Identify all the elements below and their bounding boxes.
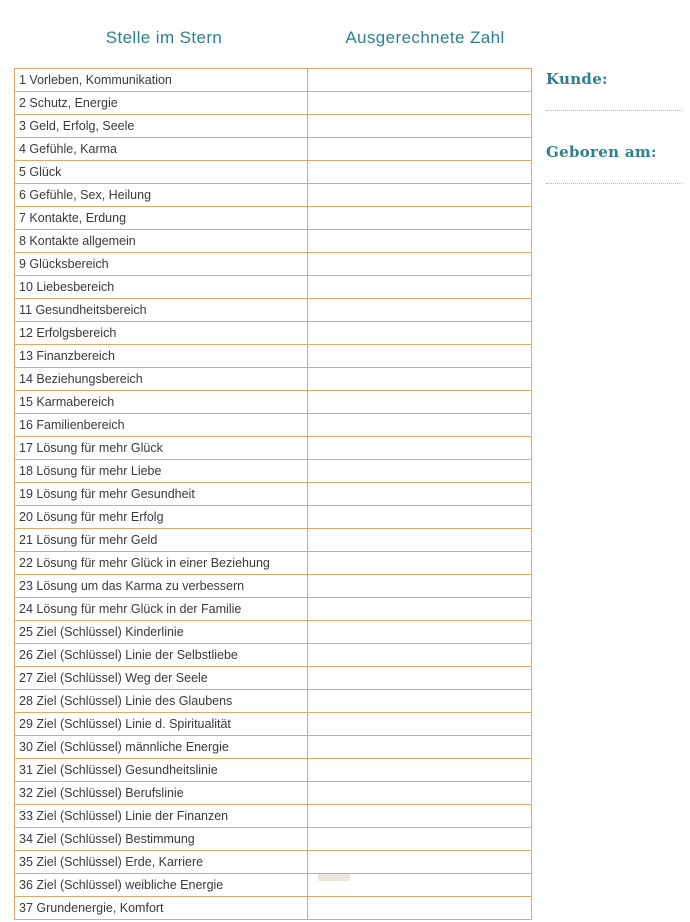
row-value-cell[interactable] <box>308 483 532 506</box>
row-label: 18 Lösung für mehr Liebe <box>15 460 308 483</box>
row-label: 31 Ziel (Schlüssel) Gesundheitslinie <box>15 759 308 782</box>
row-value-cell[interactable] <box>308 391 532 414</box>
row-label: 29 Ziel (Schlüssel) Linie d. Spiritualität <box>15 713 308 736</box>
row-label: 16 Familienbereich <box>15 414 308 437</box>
row-label: 11 Gesundheitsbereich <box>15 299 308 322</box>
table-row <box>15 851 532 874</box>
row-label: 6 Gefühle, Sex, Heilung <box>15 184 308 207</box>
table-row <box>15 92 532 115</box>
row-value-cell[interactable] <box>308 621 532 644</box>
row-value-cell[interactable] <box>308 667 532 690</box>
row-label: 14 Beziehungsbereich <box>15 368 308 391</box>
heading-stelle-im-stern: Stelle im Stern <box>105 28 223 47</box>
row-label: 32 Ziel (Schlüssel) Berufslinie <box>15 782 308 805</box>
table-row <box>15 230 532 253</box>
row-label: 13 Finanzbereich <box>15 345 308 368</box>
star-positions-table <box>14 68 532 920</box>
table-row <box>15 299 532 322</box>
row-value-cell[interactable] <box>308 161 532 184</box>
table-row <box>15 690 532 713</box>
table-row <box>15 414 532 437</box>
row-value-cell[interactable] <box>308 851 532 874</box>
table-row <box>15 276 532 299</box>
table-body <box>15 69 532 920</box>
row-label: 26 Ziel (Schlüssel) Linie der Selbstliebe <box>15 644 308 667</box>
row-value-cell[interactable] <box>308 713 532 736</box>
table-row <box>15 460 532 483</box>
table-row <box>15 874 532 897</box>
row-label: 36 Ziel (Schlüssel) weibliche Energie <box>15 874 308 897</box>
table-row <box>15 322 532 345</box>
table-row <box>15 713 532 736</box>
row-label: 20 Lösung für mehr Erfolg <box>15 506 308 529</box>
table-row <box>15 598 532 621</box>
table-row <box>15 483 532 506</box>
table-row <box>15 253 532 276</box>
geboren-am-label: Geboren am: <box>546 143 657 161</box>
row-label: 35 Ziel (Schlüssel) Erde, Karriere <box>15 851 308 874</box>
table-row <box>15 506 532 529</box>
row-value-cell[interactable] <box>308 115 532 138</box>
row-value-cell[interactable] <box>308 299 532 322</box>
row-label: 5 Glück <box>15 161 308 184</box>
row-value-cell[interactable] <box>308 644 532 667</box>
row-label: 22 Lösung für mehr Glück in einer Beziehung <box>15 552 308 575</box>
row-label: 25 Ziel (Schlüssel) Kinderlinie <box>15 621 308 644</box>
row-label: 23 Lösung um das Karma zu verbessern <box>15 575 308 598</box>
row-value-cell[interactable] <box>308 736 532 759</box>
row-value-cell[interactable] <box>308 322 532 345</box>
row-value-cell[interactable] <box>308 184 532 207</box>
row-value-cell[interactable] <box>308 276 532 299</box>
row-label: 27 Ziel (Schlüssel) Weg der Seele <box>15 667 308 690</box>
row-label: 30 Ziel (Schlüssel) männliche Energie <box>15 736 308 759</box>
row-label: 17 Lösung für mehr Glück <box>15 437 308 460</box>
row-label: 8 Kontakte allgemein <box>15 230 308 253</box>
kunde-label: Kunde: <box>546 70 608 88</box>
row-label: 2 Schutz, Energie <box>15 92 308 115</box>
column-headings <box>0 0 690 47</box>
row-value-cell[interactable] <box>308 345 532 368</box>
row-value-cell[interactable] <box>308 138 532 161</box>
table-row <box>15 667 532 690</box>
table-row <box>15 138 532 161</box>
row-value-cell[interactable] <box>308 92 532 115</box>
geboren-am-input[interactable] <box>546 167 682 184</box>
row-value-cell[interactable] <box>308 575 532 598</box>
table-row <box>15 207 532 230</box>
row-label: 10 Liebesbereich <box>15 276 308 299</box>
row-value-cell[interactable] <box>308 437 532 460</box>
table-row <box>15 437 532 460</box>
row-value-cell[interactable] <box>308 552 532 575</box>
table-row <box>15 575 532 598</box>
table-row <box>15 897 532 920</box>
row-label: 3 Geld, Erfolg, Seele <box>15 115 308 138</box>
table-row <box>15 782 532 805</box>
row-value-cell[interactable] <box>308 414 532 437</box>
row-value-cell[interactable] <box>308 805 532 828</box>
table-row <box>15 184 532 207</box>
row-label: 15 Karmabereich <box>15 391 308 414</box>
row-value-cell[interactable] <box>308 759 532 782</box>
row-value-cell[interactable] <box>308 529 532 552</box>
table-row <box>15 391 532 414</box>
table-row <box>15 805 532 828</box>
page-artifact <box>318 874 350 881</box>
row-value-cell[interactable] <box>308 690 532 713</box>
row-label: 19 Lösung für mehr Gesundheit <box>15 483 308 506</box>
star-positions-table-wrapper <box>14 68 525 920</box>
table-row <box>15 552 532 575</box>
geboren-block <box>544 143 684 184</box>
row-value-cell[interactable] <box>308 828 532 851</box>
row-label: 21 Lösung für mehr Geld <box>15 529 308 552</box>
row-label: 9 Glücksbereich <box>15 253 308 276</box>
table-row <box>15 828 532 851</box>
row-label: 37 Grundenergie, Komfort <box>15 897 308 920</box>
heading-ausgerechnete-zahl: Ausgerechnete Zahl <box>345 28 505 47</box>
table-row <box>15 368 532 391</box>
row-value-cell[interactable] <box>308 69 532 92</box>
row-label: 33 Ziel (Schlüssel) Linie der Finanzen <box>15 805 308 828</box>
row-label: 7 Kontakte, Erdung <box>15 207 308 230</box>
row-value-cell[interactable] <box>308 782 532 805</box>
row-value-cell[interactable] <box>308 897 532 920</box>
row-label: 28 Ziel (Schlüssel) Linie des Glaubens <box>15 690 308 713</box>
table-row <box>15 621 532 644</box>
row-label: 1 Vorleben, Kommunikation <box>15 69 308 92</box>
table-row <box>15 345 532 368</box>
row-value-cell[interactable] <box>308 460 532 483</box>
row-label: 4 Gefühle, Karma <box>15 138 308 161</box>
table-row <box>15 161 532 184</box>
row-value-cell[interactable] <box>308 368 532 391</box>
table-row <box>15 69 532 92</box>
table-row <box>15 529 532 552</box>
table-row <box>15 759 532 782</box>
row-value-cell[interactable] <box>308 506 532 529</box>
table-row <box>15 736 532 759</box>
kunde-input[interactable] <box>546 94 682 111</box>
table-row <box>15 115 532 138</box>
row-value-cell[interactable] <box>308 253 532 276</box>
row-value-cell[interactable] <box>308 207 532 230</box>
row-label: 24 Lösung für mehr Glück in der Familie <box>15 598 308 621</box>
customer-fields <box>544 70 684 206</box>
row-value-cell[interactable] <box>308 598 532 621</box>
row-value-cell[interactable] <box>308 230 532 253</box>
row-label: 34 Ziel (Schlüssel) Bestimmung <box>15 828 308 851</box>
table-row <box>15 644 532 667</box>
row-label: 12 Erfolgsbereich <box>15 322 308 345</box>
